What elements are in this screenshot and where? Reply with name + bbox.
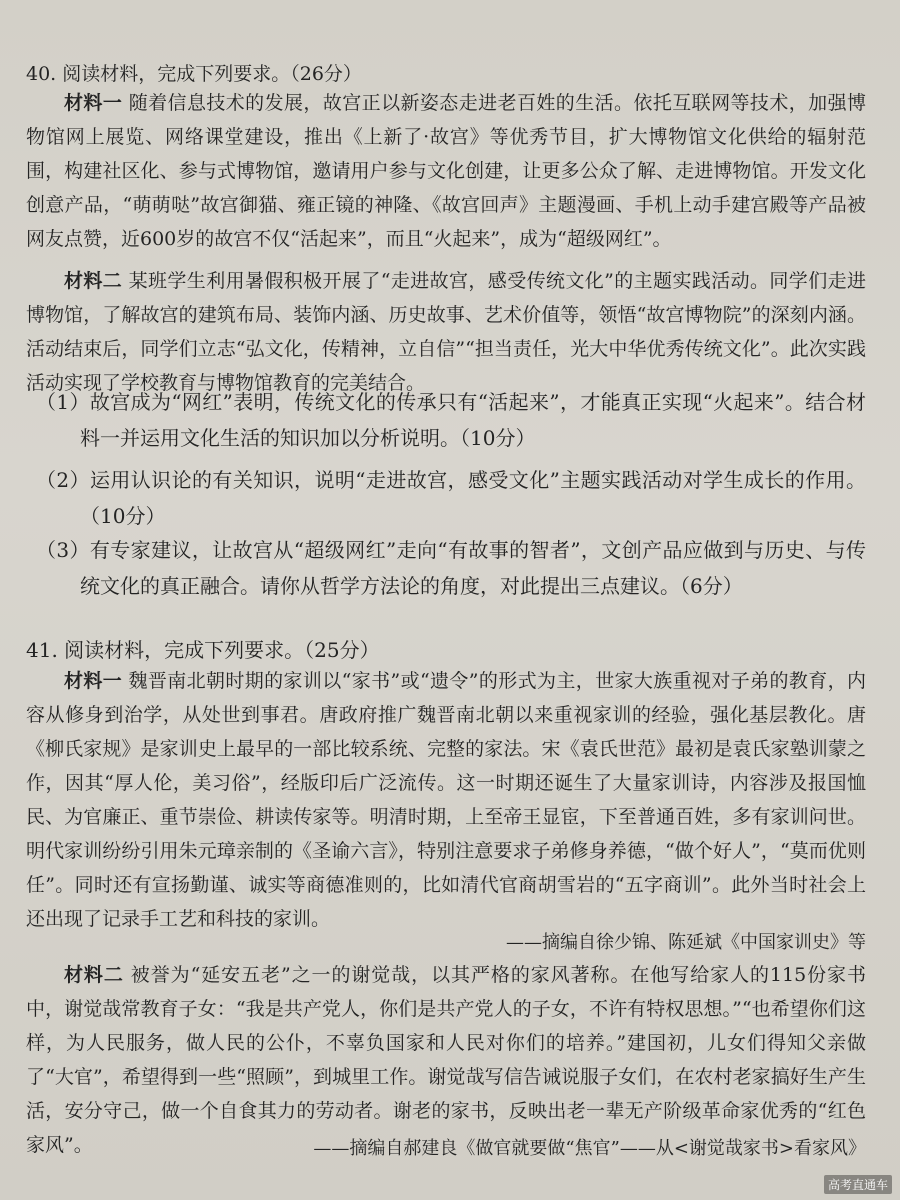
question-41-title: 41. 阅读材料，完成下列要求。（25分） <box>26 638 380 662</box>
q41-material-2 <box>26 958 866 1162</box>
q41-source-1: ——摘编自徐少锦、陈延斌《中国家训史》等 <box>506 932 866 953</box>
material-label: 材料二 <box>64 964 124 986</box>
material-text: 魏晋南北朝时期的家训以“家书”或“遗令”的形式为主，世家大族重视对子弟的教育，内容从修身到治学，从处世到事君。唐政府推广魏晋南北朝以来重视家训的经验，强化基层教化。唐《柳氏家规》是家训史上最早的一部比较系统、完整的家法。宋《袁氏世范》最初是袁氏家塾训蒙之作，因其“厚人伦，美习俗”，经版印后广泛流传。这一时期还诞生了大量家训诗，内容涉及报国恤民、为官廉正、重节崇俭、耕读传家等。明清时期，上至帝王显宦，下至普通百姓，多有家训问世。明代家训纷纷引用朱元璋亲制的《圣谕六言》，特别注意要求子弟修身养德，“做个好人”，“莫而优则任”。同时还有宣扬勤谨、诚实等商德准则的，比如清代官商胡雪岩的“五字商训”。此外当时社会上还出现了记录手工艺和科技的家训。 <box>26 670 866 930</box>
material-text: 被誉为“延安五老”之一的谢觉哉，以其严格的家风著称。在他写给家人的115份家书中，谢觉哉常教育子女：“我是共产党人，你们是共产党人的子女，不许有特权思想。”“也希望你们这样，为人民服务，做人民的公仆，不辜负国家和人民对你们的培养。”建国初，儿女们得知父亲做了“大官”，希望得到一些“照顾”，到城里工作。谢觉哉写信告诫说服子女们，在农村老家搞好生产生活，安分守己，做一个自食其力的劳动者。谢老的家书，反映出老一辈无产阶级革命家优秀的“红色家风”。 <box>26 964 866 1156</box>
watermark-label: 高考直通车 <box>824 1175 892 1194</box>
material-label: 材料一 <box>64 670 123 692</box>
q40-sub-question-2: （2）运用认识论的有关知识，说明“走进故宫，感受文化”主题实践活动对学生成长的作用。（10分） <box>36 468 866 528</box>
q40-sub-question-1: （1）故宫成为“网红”表明，传统文化的传承只有“活起来”，才能真正实现“火起来”。结合材料一并运用文化生活的知识加以分析说明。（10分） <box>36 390 866 450</box>
q40-material-2 <box>26 264 866 400</box>
q41-source-2: ——摘编自郝建良《做官就要做“焦官”——从<谢觉哉家书>看家风》 <box>313 1138 866 1159</box>
material-label: 材料一 <box>64 92 123 114</box>
material-text: 随着信息技术的发展，故宫正以新姿态走进老百姓的生活。依托互联网等技术，加强博物馆网上展览、网络课堂建设，推出《上新了·故宫》等优秀节目，扩大博物馆文化供给的辐射范围，构建社区化、参与式博物馆，邀请用户参与文化创建，让更多公众了解、走进博物馆。开发文化创意产品，“萌萌哒”故宫御猫、雍正镜的神隆、《故宫回声》主题漫画、手机上动手建宫殿等产品被网友点赞，近600岁的故宫不仅“活起来”，而且“火起来”，成为“超级网红”。 <box>26 92 866 250</box>
q40-sub-question-3: （3）有专家建议，让故宫从“超级网红”走向“有故事的智者”，文创产品应做到与历史、与传统文化的真正融合。请你从哲学方法论的角度，对此提出三点建议。（6分） <box>36 538 866 598</box>
material-label: 材料二 <box>64 270 123 292</box>
question-40-title: 40. 阅读材料，完成下列要求。（26分） <box>26 63 362 85</box>
q40-material-1 <box>26 86 866 256</box>
q41-material-1 <box>26 664 866 936</box>
material-text: 某班学生利用暑假积极开展了“走进故宫，感受传统文化”的主题实践活动。同学们走进博物馆，了解故宫的建筑布局、装饰内涵、历史故事、艺术价值等，领悟“故宫博物院”的深刻内涵。活动结束后，同学们立志“弘文化，传精神，立自信”“担当责任，光大中华优秀传统文化”。此次实践活动实现了学校教育与博物馆教育的完美结合。 <box>26 270 866 394</box>
